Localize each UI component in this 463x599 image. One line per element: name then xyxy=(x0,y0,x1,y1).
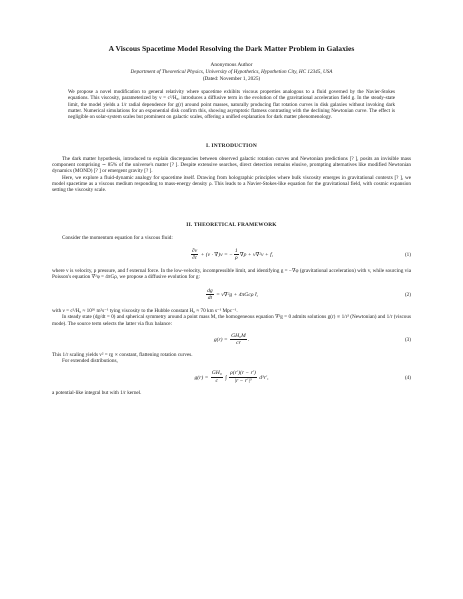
intro-paragraph-2: Here, we explore a fluid-dynamic analogy for spacetime itself. Drawing from holographic principles where bulk viscosity emerges in gravitational contexts [? ], we model spacetime as a viscous medium responding to mass-energy density ρ. This leads to a Navier-Stokes-like equation for the gravitational field, with cosmic expansion setting the viscosity scale. xyxy=(52,174,411,194)
equation-number-1: (1) xyxy=(404,252,411,259)
eq1-density-fraction: $\frac{1}{\rho}$ xyxy=(234,247,238,262)
eq1-middle: + (v · ∇)v = − xyxy=(199,252,233,259)
section-heading-introduction: I. INTRODUCTION xyxy=(206,142,257,149)
eq4-coefficient: $\frac{\text{GH₀}}{c}$ xyxy=(211,370,222,384)
equation-1 xyxy=(52,247,411,263)
equation-2 xyxy=(52,287,411,303)
framework-paragraph-6: For extended distributions, xyxy=(62,358,118,365)
eq3-fraction: $\frac{\text{GH₀M}}{cr}$ xyxy=(231,332,246,347)
paper-title: A Viscous Spacetime Model Resolving the Dark Matter Problem in Galaxies xyxy=(108,44,355,53)
framework-paragraph-5: This 1/r scaling yields v² = rg ∝ constant, flattening rotation curves. xyxy=(52,351,193,358)
eq2-lhs-fraction: $\frac{dg}{dt}$ xyxy=(207,287,213,302)
abstract: We propose a novel modification to general relativity where spacetime exhibits viscous properties analogous to a fluid governed by the Navier-Stokes equations. This viscosity, parameterized by ν = c²/H₀, introduces a diffusive term in the evolution of the gravitational acceleration field g. In the steady-state limit, the model yields a 1/r radial dependence for g(r) around point masses, naturally producing flat rotation curves in disk galaxies without invoking dark matter. Numerical simulations for an exponential disk confirm this, showing asymptotic flatness contrasting with the declining Newtonian curve. The effect is negligible on solar-system scales but prominent on galactic scales, offering a unified explanation for dark matter phenomenology. xyxy=(68,89,395,121)
integral-sign: ∫ xyxy=(223,374,229,381)
framework-paragraph-2: where v is velocity, p pressure, and f external force. In the low-velocity, incompressible limit, and identifying g = −∇φ (gravitational acceleration) with v, while sourcing via Poisson's equation ∇²φ = 4πGρ, we propose a diffusive evolution for g: xyxy=(52,268,411,281)
author-name: Anonymous Author xyxy=(210,62,253,68)
framework-paragraph-7: a potential-like integral but with 1/r kernel. xyxy=(52,389,142,396)
equation-number-3: (3) xyxy=(404,336,411,343)
date-line: (Dated: November 1, 2025) xyxy=(202,76,261,82)
eq3-lhs: g(r) = xyxy=(213,336,230,343)
section-heading-framework: II. THEORETICAL FRAMEWORK xyxy=(186,221,277,228)
eq1-rhs: ∇p + ν∇²v + f, xyxy=(239,252,274,259)
equation-number-2: (2) xyxy=(404,291,411,298)
framework-paragraph-4: In steady state (dg/dt = 0) and spherical symmetry around a point mass M, the homogeneous equation ∇²g = 0 admits solutions g(r) ∝ 1/r² (Newtonian) and 1/r (viscous mode). The source term selects the latter via flux balance: xyxy=(52,314,411,327)
eq4-lhs: g(r) = xyxy=(194,374,210,381)
equation-number-4: (4) xyxy=(404,374,411,381)
framework-paragraph-3: with ν = c²/H₀ ≈ 10²⁶ m²s⁻¹ tying viscosity to the Hubble constant H₀ ≈ 70 km s⁻¹ Mpc⁻¹. xyxy=(52,307,238,314)
framework-paragraph-1: Consider the momentum equation for a viscous fluid: xyxy=(62,234,173,241)
eq4-kernel-fraction: $\frac{\rho(r')(r - r')}{\text{|r − r′|³}}$ xyxy=(230,370,256,384)
eq1-lhs-fraction: $\frac{\partial v}{\partial t}$ xyxy=(191,247,198,262)
eq2-rhs: = ν∇²g + 4πGcρ r̂, xyxy=(214,291,258,298)
equation-3: g(r) = $\frac{\text{GH₀M}}{cr}$ . (3) xyxy=(213,332,411,347)
equation-4: g(r) = $\frac{\text{GH₀}}{c}$ ∫ $\frac{\rho(r')(r - r')}{\text{|r − r′|³}}$ d³r′, (4) xyxy=(194,370,411,384)
intro-paragraph-1: The dark matter hypothesis, introduced to explain discrepancies between observed galactic rotation curves and Newtonian predictions [? ], posits an invisible mass component comprising ∼ 85% of the universe's matter [? ]. Despite extensive searches, direct detection remains elusive, prompting alternatives like modified Newtonian dynamics (MOND) [? ] or emergent gravity [? ]. xyxy=(52,155,411,175)
affiliation: Department of Theoretical Physics, University of Hypothetics, Hypothetion City, HC 12345, USA xyxy=(130,69,333,75)
